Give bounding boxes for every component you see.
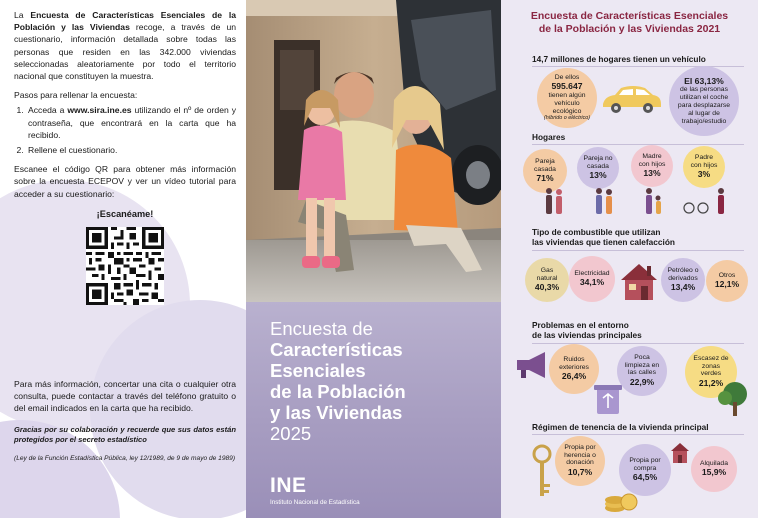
stats-title [509,10,750,36]
info-content [14,9,236,305]
household-value: 13% [643,168,661,179]
ine-logo-subtitle: Instituto Nacional de Estadística [270,499,360,506]
fuel-bubble [661,258,705,302]
problem-label: Ruidos exteriores [559,355,589,371]
problem-value: 21,2% [698,378,724,389]
household-label: Pareja no casada [583,154,613,170]
problem-label: Escasez de zonas verdes [693,354,729,378]
tenure-value: 64,5% [632,472,658,483]
contact-info [14,378,236,463]
commute-value: El 63,13% [684,75,724,86]
households-title: Hogares [532,132,566,142]
fuel-bubble [525,258,569,302]
car-icon [599,84,665,114]
steps-title: Pasos para rellenar la encuesta: [14,90,138,101]
cover-title-line: de la Población [270,381,406,403]
household-bubble [683,146,725,188]
step-1 [26,104,236,141]
stats-title-line: de la Población y las Viviendas 2021 [538,23,721,36]
eco-post: tienen algún vehículo ecológico [548,92,586,115]
problem-label: Poca limpieza en las calles [624,353,660,377]
info-panel [0,0,246,518]
eco-note: (híbrido o eléctrico) [543,115,591,122]
step-2: 2. Rellene el cuestionario. [26,144,236,156]
tree-icon [715,380,755,416]
qr-title: ¡Escanéame! [96,208,154,219]
section-divider [532,343,744,344]
house-small-icon [669,440,691,466]
recycling-bin-icon [589,380,627,416]
fuel-label: Gas natural [536,266,558,282]
problems-title-line: de las viviendas principales [532,330,642,341]
tenure-label: Alquilada [700,459,728,467]
fuel-value: 40,3% [534,282,560,293]
vehicles-title: 14,7 millones de hogares tienen un vehículo [532,54,706,64]
scan-text: Escanee el código QR para obtener más información sobre la encuesta ECEPOV y ver un vídeo tutorial para acceder a su cuestionario: [14,164,236,199]
fuel-bubble [569,256,615,302]
tenure-bubble [555,436,605,486]
tenure-label: Propia por herencia o donación [564,443,596,467]
cover-title-line: Esenciales [270,360,366,382]
tenure-value: 15,9% [701,467,727,478]
eco-pre: De ellos [554,74,580,82]
ine-logo-text: INE [270,474,307,497]
fuel-bubble [706,260,748,302]
fuel-value: 13,4% [670,282,696,293]
intro-paragraph [14,9,236,82]
cover-title [270,318,490,444]
thanks-note: Gracias por su colaboración y recuerde que sus datos están protegidos por el secreto estadístico [14,424,236,445]
tenure-bubble [691,446,737,492]
cover-title-line: y las Viviendas [270,402,403,424]
family-figures-icon [541,186,741,216]
house-icon [617,260,661,304]
sira-link[interactable]: www.sira.ine.es [67,105,132,116]
tenure-value: 10,7% [567,467,593,478]
fuel-label: Electricidad [574,269,610,277]
steps-list [26,104,236,156]
contact-text: Para más información, concertar una cita o cualquier otra consulta, puede contactar a través del teléfono gratuito o del email indicados en la carta que ha recibido. [14,379,236,414]
family-photo [246,0,501,302]
fuel-value: 12,1% [714,279,740,290]
qr-code[interactable] [86,227,164,305]
law-reference: (Ley de la Función Estadística Pública, ley 12/1989, de 9 de mayo de 1989) [14,454,236,462]
key-icon [529,444,555,500]
coins-icon [601,480,639,516]
household-bubble [631,145,673,187]
household-value: 71% [536,173,554,184]
problems-title [532,320,642,341]
household-bubble [577,147,619,189]
fuel-title [532,227,675,248]
section-divider [532,434,744,435]
intro-text: recoge, a través de un cuestionario, información detallada sobre todas las personas que residen en las 342.000 viviendas seleccionadas aleatoriamente por todo el territorio nacional que constituyen la muestra. [14,22,237,82]
section-divider [532,144,744,145]
stats-title-line: Encuesta de Características Esenciales [530,10,729,22]
eco-vehicle-bubble [537,68,597,128]
intro-prefix: La [14,10,31,20]
commute-text: de las personas utilizan el coche para desplazarse al lugar de trabajo/estudio [677,86,731,125]
megaphone-icon [513,350,553,380]
fuel-label: Otros [718,271,736,279]
section-divider [532,250,744,251]
problems-title-line: Problemas en el entorno [532,320,629,330]
step-1-text: utilizando el nº de orden y contraseña, que encontrará en la carta que ha recibido. [28,105,237,140]
household-value: 13% [589,170,607,181]
household-label: Madre con hijos [638,152,666,168]
household-label: Pareja casada [534,157,556,173]
tenure-title: Régimen de tenencia de la vivienda principal [532,422,709,432]
fuel-title-line: Tipo de combustible que utilizan [532,227,661,237]
household-label: Padre con hijos [690,153,718,169]
cover-panel [246,0,501,518]
cover-title-panel [246,302,501,518]
cover-title-line: Encuesta de [270,318,373,339]
fuel-value: 34,1% [579,277,605,288]
household-value: 3% [697,169,711,180]
ine-logo [270,474,360,506]
eco-value: 595.647 [551,81,583,92]
problem-value: 22,9% [629,377,655,388]
problem-value: 26,4% [561,371,587,382]
survey-name: Encuesta de Características Esenciales de la Población y las Viviendas [14,10,237,33]
tenure-label: Propia por compra [629,456,661,472]
cover-year: 2025 [270,423,312,445]
statistics-panel [501,0,758,518]
step-1-prefix: Acceda a [28,105,68,116]
cover-title-line: Características [270,339,403,361]
fuel-title-line: las viviendas que tienen calefacción [532,237,675,248]
commute-bubble [669,66,739,136]
fuel-label: Petróleo o derivados [667,266,699,282]
